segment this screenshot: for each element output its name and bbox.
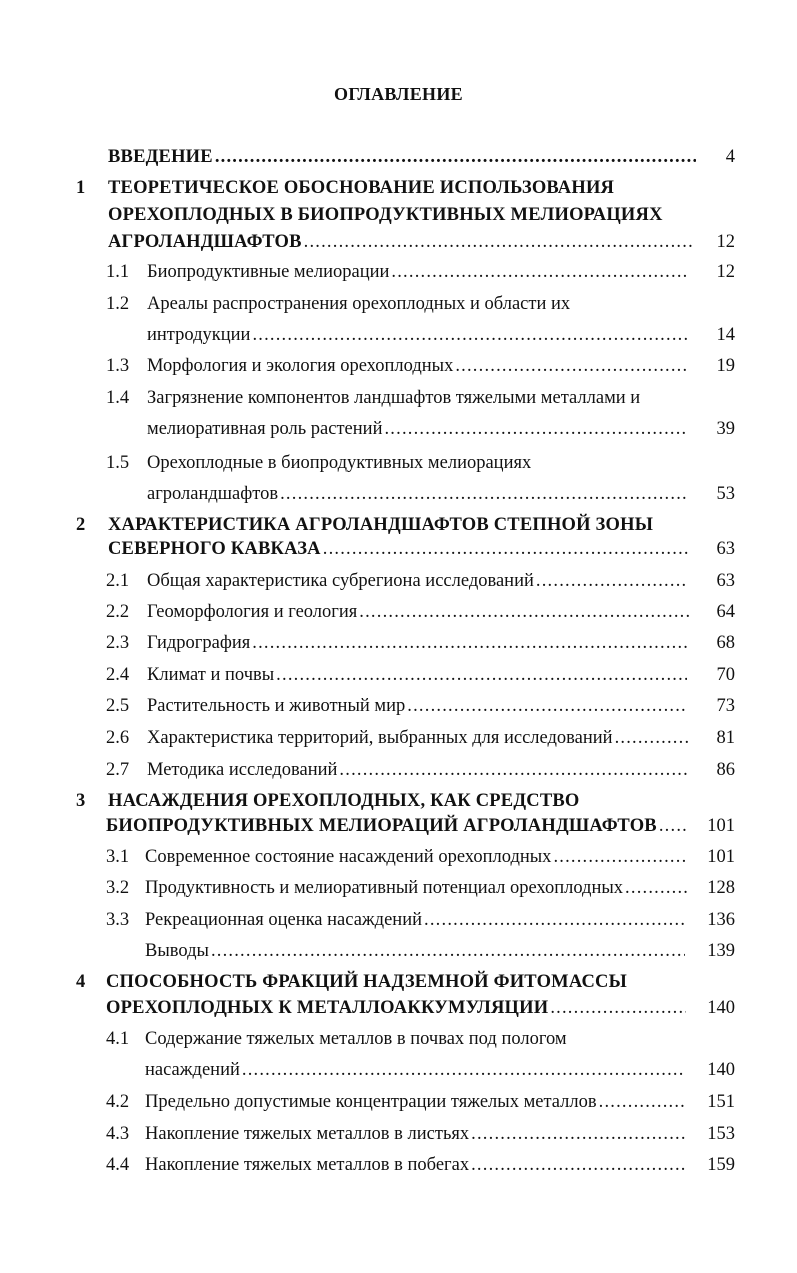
dot-leader	[599, 1087, 687, 1117]
section-title: Предельно допустимые концентрации тяжелых металлов	[145, 1092, 597, 1112]
chapter-title: НАСАЖДЕНИЯ ОРЕХОПЛОДНЫХ, КАК СРЕДСТВО	[108, 791, 580, 811]
page-number: 64	[716, 602, 735, 622]
section-title: Загрязнение компонентов ландшафтов тяжелыми металлами и	[147, 388, 641, 408]
page-number: 153	[707, 1124, 735, 1144]
section-title: Накопление тяжелых металлов в побегах	[145, 1155, 470, 1175]
dot-leader	[536, 566, 687, 596]
section-number: 1.2	[106, 294, 130, 314]
toc-entry-2-5[interactable]	[0, 691, 797, 721]
page-number: 81	[716, 728, 735, 748]
section-title: Накопление тяжелых металлов в листьях	[145, 1124, 470, 1144]
page-number: 12	[716, 262, 735, 282]
section-number: 2.7	[106, 760, 130, 780]
section-title: Биопродуктивные мелиорации	[147, 262, 390, 282]
page-number: 70	[716, 665, 735, 685]
section-title: Характеристика территорий, выбранных для исследований	[147, 728, 613, 748]
dot-leader	[215, 142, 696, 172]
toc-entry-1-2-cont	[0, 320, 797, 350]
toc-entry-4-1[interactable]	[0, 1024, 797, 1054]
toc-entry-3-2[interactable]	[0, 873, 797, 903]
toc-chapter-1-line2	[0, 200, 797, 230]
dot-leader	[323, 534, 688, 564]
page-number: 151	[707, 1092, 735, 1112]
toc-entry-1-5[interactable]	[0, 448, 797, 478]
chapter-number: 3	[76, 791, 86, 811]
dot-leader	[550, 993, 686, 1023]
section-title: агроландшафтов	[147, 484, 279, 504]
page-number: 86	[716, 760, 735, 780]
entry-title: ВВЕДЕНИЕ	[108, 147, 213, 167]
chapter-title: АГРОЛАНДШАФТОВ	[108, 232, 302, 252]
dot-leader	[424, 905, 685, 935]
toc-entry-2-6[interactable]	[0, 723, 797, 753]
toc-entry-2-7[interactable]	[0, 755, 797, 785]
toc-entry-2-3[interactable]	[0, 628, 797, 658]
dot-leader	[384, 414, 685, 444]
chapter-title: ХАРАКТЕРИСТИКА АГРОЛАНДШАФТОВ СТЕПНОЙ ЗОНЫ	[108, 515, 654, 535]
page-number: 101	[707, 816, 735, 836]
chapter-title: СПОСОБНОСТЬ ФРАКЦИЙ НАДЗЕМНОЙ ФИТОМАССЫ	[106, 972, 627, 992]
section-number: 4.3	[106, 1124, 130, 1144]
section-title: Морфология и экология орехоплодных	[147, 356, 454, 376]
section-title: интродукции	[147, 325, 251, 345]
section-title: Орехоплодные в биопродуктивных мелиорациях	[147, 453, 532, 473]
dot-leader	[407, 691, 685, 721]
page-number: 139	[707, 941, 735, 961]
toc-entry-conclusions[interactable]	[0, 936, 797, 966]
section-number: 3.3	[106, 910, 130, 930]
section-title: Рекреационная оценка насаждений	[145, 910, 423, 930]
dot-leader	[471, 1119, 685, 1149]
chapter-number: 1	[76, 178, 86, 198]
section-title: Гидрография	[147, 633, 251, 653]
section-number: 2.4	[106, 665, 130, 685]
page-number: 68	[716, 633, 735, 653]
toc-chapter-1-line3	[0, 227, 797, 257]
section-number: 1.1	[106, 262, 130, 282]
toc-entry-4-3[interactable]	[0, 1119, 797, 1149]
section-number: 4.4	[106, 1155, 130, 1175]
section-title: Выводы	[145, 941, 209, 961]
dot-leader	[211, 936, 685, 966]
section-title: Содержание тяжелых металлов в почвах под пологом	[145, 1029, 567, 1049]
toc-chapter-1-line1[interactable]	[0, 173, 797, 203]
toc-entry-introduction[interactable]	[0, 142, 797, 172]
page-number: 140	[707, 998, 735, 1018]
page-title: ОГЛАВЛЕНИЕ	[334, 84, 463, 104]
section-number: 2.3	[106, 633, 130, 653]
dot-leader	[471, 1150, 685, 1180]
toc-entry-2-2[interactable]	[0, 597, 797, 627]
page-number: 101	[707, 847, 735, 867]
section-title: Климат и почвы	[147, 665, 275, 685]
page-number: 53	[716, 484, 735, 504]
chapter-title: СЕВЕРНОГО КАВКАЗА	[108, 539, 321, 559]
dot-leader	[659, 811, 686, 841]
page-number: 159	[707, 1155, 735, 1175]
toc-entry-1-4-cont	[0, 414, 797, 444]
toc-chapter-2-line2	[0, 534, 797, 564]
section-number: 1.5	[106, 453, 130, 473]
toc-entry-2-1[interactable]	[0, 566, 797, 596]
toc-entry-1-5-cont	[0, 479, 797, 509]
dot-leader	[615, 723, 689, 753]
dot-leader	[242, 1055, 685, 1085]
toc-entry-3-3[interactable]	[0, 905, 797, 935]
section-number: 1.3	[106, 356, 130, 376]
dot-leader	[304, 227, 692, 257]
section-number: 4.2	[106, 1092, 130, 1112]
page-number: 39	[716, 419, 735, 439]
section-number: 3.1	[106, 847, 130, 867]
dot-leader	[359, 597, 689, 627]
dot-leader	[391, 257, 689, 287]
page-number: 73	[716, 696, 735, 716]
section-title: мелиоративная роль растений	[147, 419, 383, 439]
section-number: 2.6	[106, 728, 130, 748]
toc-entry-4-4[interactable]	[0, 1150, 797, 1180]
section-number: 4.1	[106, 1029, 130, 1049]
toc-entry-1-4[interactable]	[0, 383, 797, 413]
page-number: 136	[707, 910, 735, 930]
chapter-title: БИОПРОДУКТИВНЫХ МЕЛИОРАЦИЙ АГРОЛАНДШАФТОВ	[106, 816, 657, 836]
dot-leader	[252, 320, 689, 350]
section-number: 1.4	[106, 388, 130, 408]
page-number: 14	[716, 325, 735, 345]
dot-leader	[280, 479, 687, 509]
toc-entry-2-4[interactable]	[0, 660, 797, 690]
section-title: Современное состояние насаждений орехоплодных	[145, 847, 552, 867]
dot-leader	[553, 842, 685, 872]
toc-entry-1-3[interactable]	[0, 351, 797, 381]
chapter-number: 2	[76, 515, 86, 535]
chapter-number: 4	[76, 972, 86, 992]
page-number: 63	[716, 571, 735, 591]
dot-leader	[276, 660, 687, 690]
chapter-title: ОРЕХОПЛОДНЫХ К МЕТАЛЛОАККУМУЛЯЦИИ	[106, 998, 549, 1018]
page-number: 12	[716, 232, 735, 252]
dot-leader	[252, 628, 687, 658]
section-number: 2.5	[106, 696, 130, 716]
section-title: Геоморфология и геология	[147, 602, 358, 622]
toc-entry-1-2[interactable]	[0, 289, 797, 319]
section-title: Общая характеристика субрегиона исследований	[147, 571, 534, 591]
page-number: 128	[707, 878, 735, 898]
page-number: 140	[707, 1060, 735, 1080]
dot-leader	[339, 755, 687, 785]
toc-entry-3-1[interactable]	[0, 842, 797, 872]
page-number: 19	[716, 356, 735, 376]
section-title: Методика исследований	[147, 760, 338, 780]
chapter-title: ТЕОРЕТИЧЕСКОЕ ОБОСНОВАНИЕ ИСПОЛЬЗОВАНИЯ	[108, 178, 615, 198]
toc-chapter-4-line2	[0, 993, 797, 1023]
page-number: 63	[716, 539, 735, 559]
chapter-title: ОРЕХОПЛОДНЫХ В БИОПРОДУКТИВНЫХ МЕЛИОРАЦИЯХ	[108, 205, 663, 225]
section-title: Растительность и животный мир	[147, 696, 406, 716]
toc-entry-4-1-cont	[0, 1055, 797, 1085]
toc-entry-1-1[interactable]	[0, 257, 797, 287]
toc-entry-4-2[interactable]	[0, 1087, 797, 1117]
section-number: 2.1	[106, 571, 130, 591]
section-number: 2.2	[106, 602, 130, 622]
page-number: 4	[725, 147, 735, 167]
dot-leader	[625, 873, 687, 903]
section-number: 3.2	[106, 878, 130, 898]
dot-leader	[455, 351, 687, 381]
toc-chapter-3-line2	[0, 811, 797, 841]
section-title: насаждений	[145, 1060, 240, 1080]
section-title: Продуктивность и мелиоративный потенциал орехоплодных	[145, 878, 624, 898]
section-title: Ареалы распространения орехоплодных и области их	[147, 294, 571, 314]
